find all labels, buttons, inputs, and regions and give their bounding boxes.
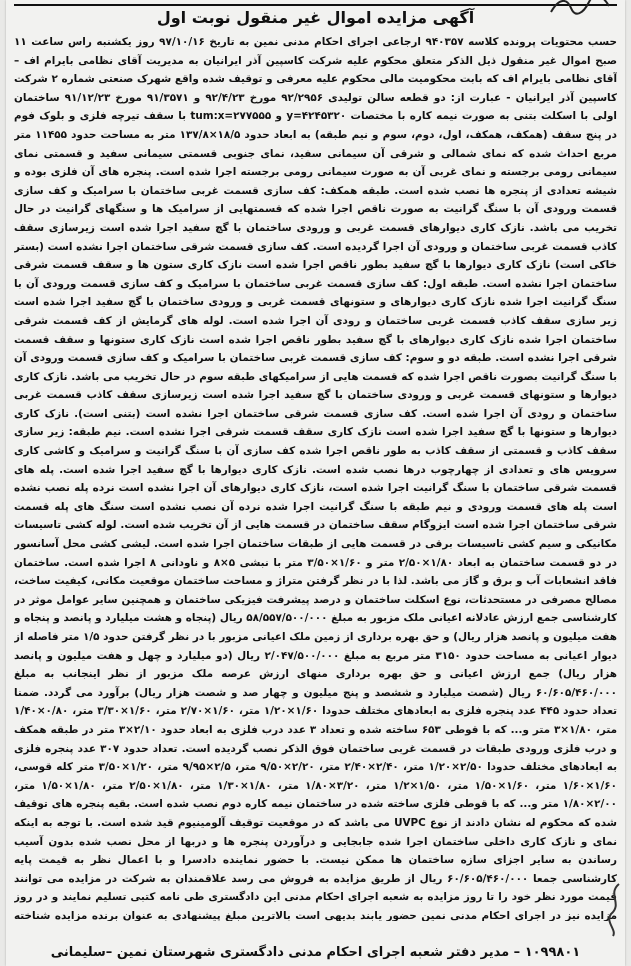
handwritten-mark-icon — [603, 880, 625, 940]
notice-body: حسب محتویات پرونده کلاسه ۹۴۰۳۵۷ ارجاعی اجرای احکام مدنی نمین به تاریخ ۹۷/۱۰/۱۶ روز یکشنبه راس ساعت ۱۱ صبح اموال غیر منقول ذیل الذکر متعلق محکوم علیه شرکت کاسپین آذر ایرانیان به مدیریت آقای نظامی بایرام اف – آقای نظامی بایرام اف که بابت محکومیت مالی محکوم علیه معرفی و توقیف شده واقع شهرک صنعتی شماره ۲ شرکت کاسپین آذر ایرانیان - عبارت از: دو قطعه سالن تولیدی ۹۲/۲۹۵۶ مورخ ۹۲/۴/۲۳ و ۹۱/۳۵۷۱ مورخ ۹۱/۱۲/۲۳ ساختمان اولی با اسکلت بتنی به صورت نیمه کاره با مختصات y=۴۲۴۵۳۲۰ و tum:x=۲۷۷۵۵۵ با سقف تیرچه فلزی و بلوک فوم در پنج سقف (همکف، همکف، اول، دوم، سوم و نیم طبقه) به ابعاد حدود ۱۸/۵×۱۳۷/۸ متر به مساحت حدود ۱۱۴۵۵ متر مربع احداث شده که نمای شمالی و شرقی آن سیمانی سفید، نمای جنوبی قسمتی سیمانی سفید و قسمتی نمای سیمانی رومی برجسته و نمای غربی آن به صورت سیمانی رومی برجسته اجرا شده است. پنجره های آن فلزی بوده و شیشه تعدادی از پنجره ها نصب شده است. طبقه همکف: کف سازی قسمت غربی ساختمان با سرامیک و کف سازی قسمت ورودی آن با سنگ گرانیت به صورت ناقص اجرا شده که قسمتهایی از سرامیک ها و سنگهای گرانیت در حال تخریب می باشد. نازک کاری دیوارهای قسمت غربی و ورودی ساختمان با گچ سفید اجرا شده است زیرسازی سقف کاذب قسمت غربی ساختمان و ورودی آن اجرا گردیده است. کف سازی قسمت شرقی ساختمان اجرا نشده است (بستر خاکی است) نازک کاری دیوارها با گچ سفید بطور ناقص اجرا شده است نازک کاری ستون ها و سقف قسمت شرقی ساختمان اجرا نشده است. طبقه اول: کف سازی قسمت غربی ساختمان با سرامیک و کف سازی قسمت ورودی آن با سنگ گرانیت اجرا شده نازک کاری دیوارهای و ستونهای قسمت غربی و ورودی ساختمان با گچ سفید اجرا شده است زیر سازی سقف کاذب قسمت غربی ساختمان و رودی آن اجرا شده است. لوله های گرمایش از کف قسمت شرقی ساختمان اجرا شده نازک کاری دیوارهای با گچ سفید بطور ناقص اجرا شده است نازک کاری ستونها و سقف قسمت شرقی اجرا نشده است. طبقه دو و سوم: کف سازی قسمت غربی ساختمان با سرامیک و کف سازی قسمت ورودی آن با سنگ گرانیت بصورت ناقص اجرا شده که قسمت هایی از سرامیکهای طبقه سوم در حال تخریب می باشد. نازک کاری دیوارها و ستونهای قسمت غربی و ورودی ساختمان با گچ سفید اجرا شده است زیرسازی سقف کاذب قسمت غربی ساختمان و رودی آن اجرا شده است. کف سازی قسمت شرقی ساختمان اجرا نشده است (بتنی است). نازک کاری دیوارها و ستونها با گچ سفید اجرا شده است نازک کاری سقف قسمت شرقی اجرا نشده است. نیم طبقه: زیر سازی سقف کاذب و قسمتی از سقف کاذب به طور ناقص اجرا شده کف سازی آن با سنگ گرانیت و سرامیک و کاشی کاری سرویس های و تعدادی از چهارچوب درها نصب شده است. نازک کاری دیوارها با گچ سفید اجرا شده است. پله های قسمت شرقی ساختمان با سنگ گرانیت اجرا شده است، نازک کاری دیوارهای آن اجرا نشده است نرده پله نصب نشده است پله های قسمت ورودی و نیم طبقه با سنگ گرانیت اجرا شده نرده آن نصب نشده است سنگ های پله قسمت شرقی ساختمان اجرا شده است ایزوگام سقف ساختمان در قسمت هایی از آن تخریب شده است. لوله کشی تاسیسات مکانیکی و سیم کشی تاسیسات برقی در قسمت هایی از طبقات ساختمان اجرا شده است. لیشی کشی محل آسانسور در دو قسمت ساختمان به ابعاد ۱/۸۰×۲/۵۰ متر و ۱/۶۰×۳/۵۰ متر با نبشی ۵×۸ و ناودانی ۸ اجرا شده است. ساختمان فاقد انشعابات آب و برق و گاز می باشد. لذا با در نظر گرفتن متراژ و مساحت ساختمان موقعیت مکانی، کیفیت ساخت، مصالح مصرفی در مستحدثات، نوع اسکلت ساختمان و درصد پیشرفت فیزیکی ساختمان و همچنین سایر عوامل موثر در کارشناسی جمع ارزش عادلانه اعیانی ملک مزبور به مبلغ ۵۸/۵۵۷/۵۰۰/۰۰۰ ریال (پنجاه و هشت میلیارد و پانصد و پنجاه و هفت میلیون و پانصد هزار ریال) و حق بهره برداری از زمین ملک اعیانی مزبور با در نظر گرفتن حدود ۱/۵ متر فاصله از دیوار اعیانی به مساحت حدود ۳۱۵۰ متر مربع به مبلغ ۲/۰۴۷/۵۰۰/۰۰۰ ریال (دو میلیارد و چهل و هفت میلیون و پانصد هزار ریال) جمع ارزش اعیانی و حق بهره برداری منهای ارزش عرصه ملک مزبور از نظر اینجانب به مبلغ ۶۰/۶۰۵/۴۶۰/۰۰۰ ریال (شصت میلیارد و ششصد و پنج میلیون و چهار صد و شصت هزار ریال) برآورد می گردد. ضمنا تعداد حدود ۴۴۵ عدد پنجره فلزی به ابعادهای مختلف حدودا ۱/۶۰×۱/۲۰ متر، ۱/۶۰×۲/۷۰ متر، ۱/۶۰×۳/۳۰ متر، ۰/۸۰×۱/۴۰ متر، ۱/۸۰×۳ متر و... که با قوطی ۶۵۳ ساخته شده و تعداد ۳ عدد درب فلزی به ابعاد حدود ۲/۱۰×۳ متر در طبقه همکف و درب فلزی ورودی طبقات در قسمت غربی ساختمان فوق الذکر نصب گردیده است. تعداد حدود ۳۰۷ عدد پنجره فلزی به ابعادهای مختلف حدودا ۲/۵۰×۱/۲۰ متر، ۲/۴۰×۲/۴۰ متر، ۲/۲۰×۹/۵۰ متر، ۲/۵×۹/۹۵ متر، ۱/۲۰×۳/۵۰ متر کله قوسی، ۱/۶۰×۱/۶۰ متر، ۱/۶۰×۱/۵۰ متر، ۱/۵۰×۱/۲ متر، ۳/۲۰×۱/۸۰ متر، ۱/۸۰×۱/۳۰ متر، ۱/۸۰×۲/۵۰ متر، ۱/۸۰×۱/۵۰ متر، ۲/۰۰×۱/۸۰ متر و... که با قوطی فلزی ساخته شده در ساختمان نیمه کاره دوم نصب شده است. بقیه پنجره های توقیف شده که محکوم له نشان دادند از نوع UVPC می باشد که در موقعیت توقیف آلومینیوم قید شده است. با توجه به اینکه نمای و نازک کاری داخلی ساختمان اجرا شده جابجایی و درآوردن پنجره ها و دربها از محل نصب شده بدون آسیب رساندن به سایر اجزای سازه ساختمان ها ممکن نیست. با حضور نماینده دادسرا و با اعمال نظر به قیمت پایه کارشناسی جمعا ۶۰/۶۰۵/۴۶۰/۰۰۰ ریال از طریق مزایده به فروش می رسد علاقمندان به شرکت در مزایده می توانند قیمت مورد نظر خود را تا روز مزایده به شعبه اجرای احکام مدنی این دادگستری طی نامه کتبی تسلیم نمایند و در روز مزایده نیز در اجرای احکام مدنی نمین حضور یابند بدیهی است بالاترین مبلغ پیشنهادی به عنوان برنده مزایده شناخته — [14, 36, 617, 921]
notice-footer: ۱۰۹۹۸۰۱ – مدیر دفتر شعبه اجرای احکام مدنی دادگستری شهرستان نمین –سلیمانی — [50, 945, 581, 960]
notice-sheet — [6, 0, 625, 966]
notice-title: آگهی مزایده اموال غیر منقول نوبت اول — [156, 8, 475, 27]
